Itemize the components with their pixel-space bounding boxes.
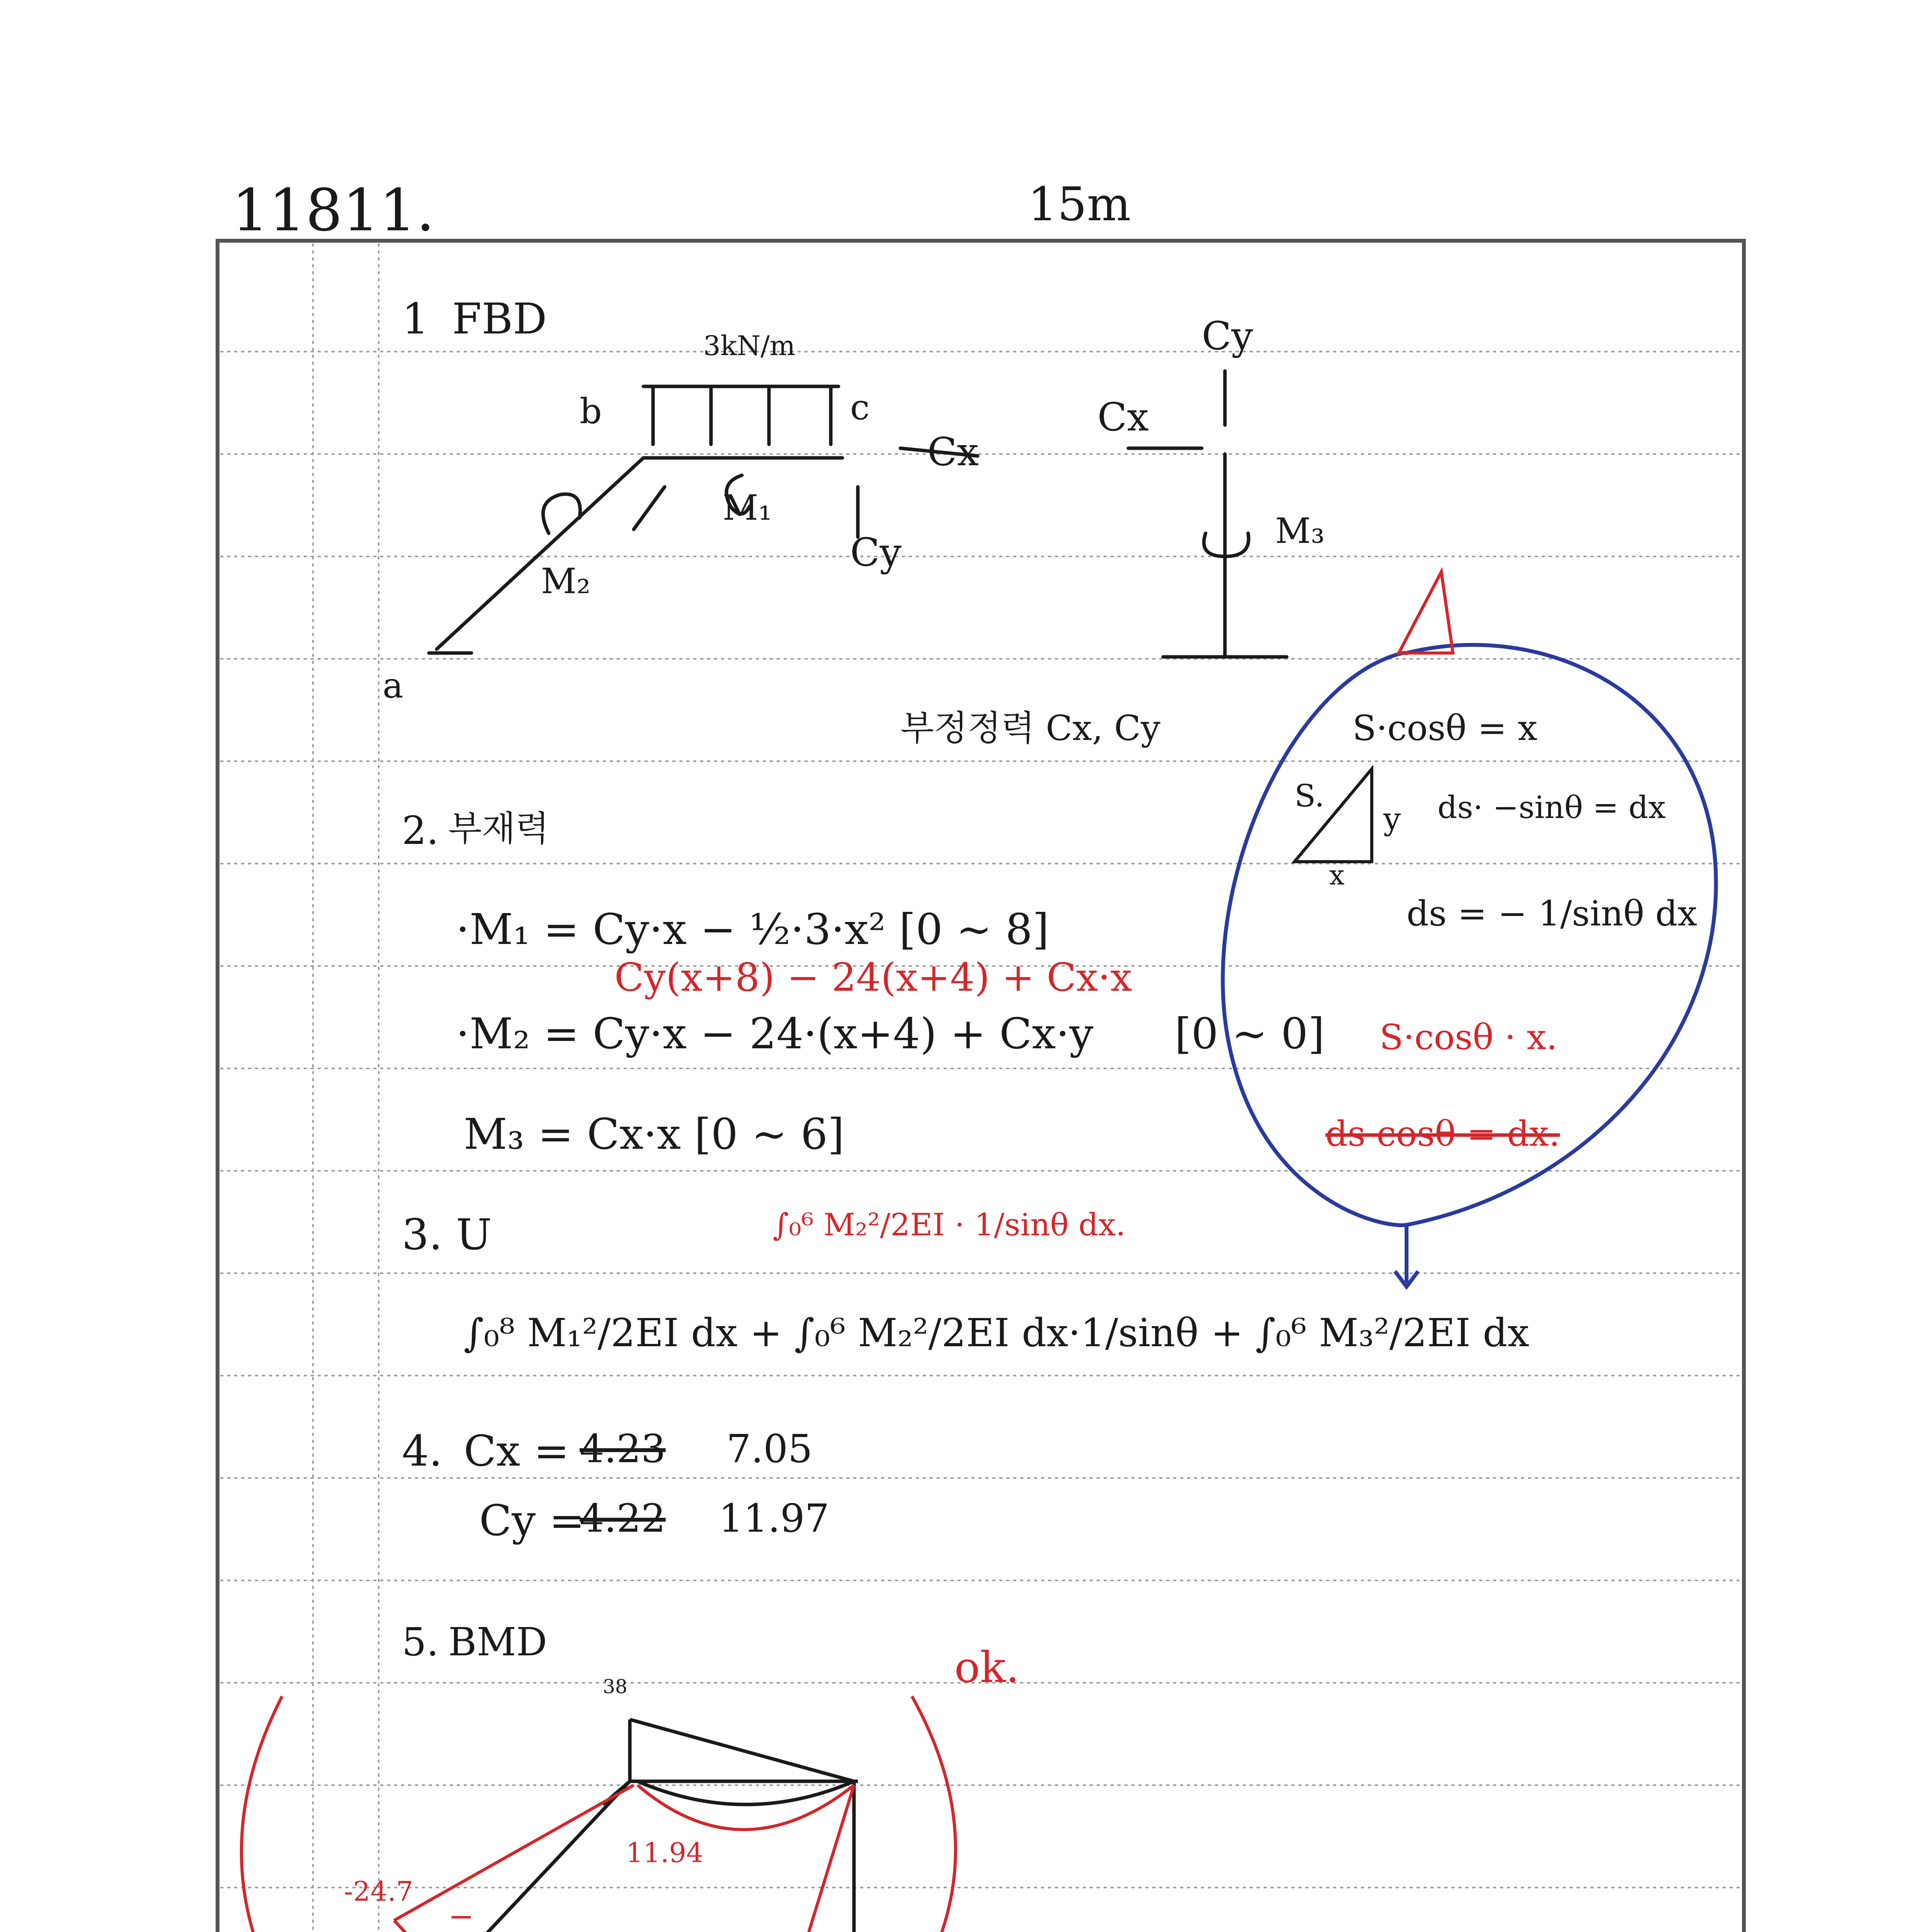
force-cy-left: Cy <box>850 530 902 575</box>
bmd-top-value: 38 <box>603 1675 628 1698</box>
grader-ok-mark: ok. <box>954 1643 1019 1692</box>
section-5-title: BMD <box>448 1619 548 1665</box>
note-line-4: S·cosθ · x. <box>1379 1017 1558 1058</box>
member-force-m2: ·M₂ = Cy·x − 24·(x+4) + Cx·y <box>456 1009 1094 1058</box>
section-4-number: 4. <box>402 1426 442 1476</box>
moment-m2: M₂ <box>541 561 591 602</box>
member-force-m2-range: [0 ~ 0] <box>1175 1009 1325 1058</box>
member-force-m3: M₃ = Cx·x [0 ~ 6] <box>464 1109 844 1159</box>
section-3-title: U <box>456 1210 492 1259</box>
cx-old-value: 4.23 <box>580 1426 666 1471</box>
section-1-number: 1 <box>402 294 429 344</box>
point-b: b <box>580 391 602 432</box>
margin-lines <box>313 243 379 1932</box>
section-2-title: 부재력 <box>448 808 549 849</box>
section-2-number: 2. <box>402 808 439 853</box>
note-line-3: ds = − 1/sinθ dx <box>1407 893 1698 934</box>
note-x-label: x <box>1329 859 1345 891</box>
redundant-forces: 부정정력 Cx, Cy <box>900 708 1160 748</box>
cy-new-value: 11.97 <box>719 1496 830 1541</box>
note-y-label: y <box>1383 801 1401 837</box>
force-cx-right: Cx <box>1097 395 1149 440</box>
header-label: 15m <box>1028 178 1131 231</box>
force-cy-right: Cy <box>1202 313 1254 359</box>
cx-label: Cx = <box>464 1426 570 1476</box>
cy-label: Cy = <box>479 1496 585 1545</box>
note-line-2: ds· −sinθ = dx <box>1437 789 1666 825</box>
energy-correction: ∫₀⁶ M₂²/2EI · 1/sinθ dx. <box>773 1207 1126 1243</box>
bmd-mid-value: 11.94 <box>626 1837 704 1869</box>
note-line-5: ds cosθ = dx. <box>1325 1114 1560 1154</box>
point-a: a <box>383 665 403 706</box>
section-1-title: FBD <box>452 294 547 344</box>
moment-m1: M₁ <box>723 488 772 528</box>
fbd-frame-left <box>429 386 978 653</box>
note-s-label: S. <box>1294 778 1325 814</box>
header-code: 11811. <box>232 177 435 244</box>
section-5-number: 5. <box>402 1619 439 1665</box>
energy-expression: ∫₀⁸ M₁²/2EI dx + ∫₀⁶ M₂²/2EI dx·1/sinθ + ∫₀⁶ M₃²/2EI dx <box>464 1310 1529 1355</box>
member-force-m2-correction: Cy(x+8) − 24(x+4) + Cx·x <box>614 955 1132 1000</box>
member-force-m1: ·M₁ = Cy·x − ½·3·x² [0 ~ 8] <box>456 905 1049 954</box>
fbd-column-right <box>1128 371 1287 657</box>
bmd-left-value: -24.7 <box>344 1876 413 1907</box>
section-3-number: 3. <box>402 1210 442 1259</box>
bmd-black <box>444 1719 858 1932</box>
load-label: 3kN/m <box>703 330 796 362</box>
note-line-1: S·cosθ = x <box>1352 708 1538 748</box>
point-c: c <box>850 387 870 428</box>
moment-m3: M₃ <box>1275 511 1325 551</box>
cy-old-value: 4.22 <box>580 1496 666 1541</box>
red-mark <box>1399 572 1453 653</box>
force-cx-left: Cx <box>927 429 979 474</box>
bmd-minus-sign: − <box>448 1898 475 1932</box>
cx-new-value: 7.05 <box>726 1426 813 1471</box>
